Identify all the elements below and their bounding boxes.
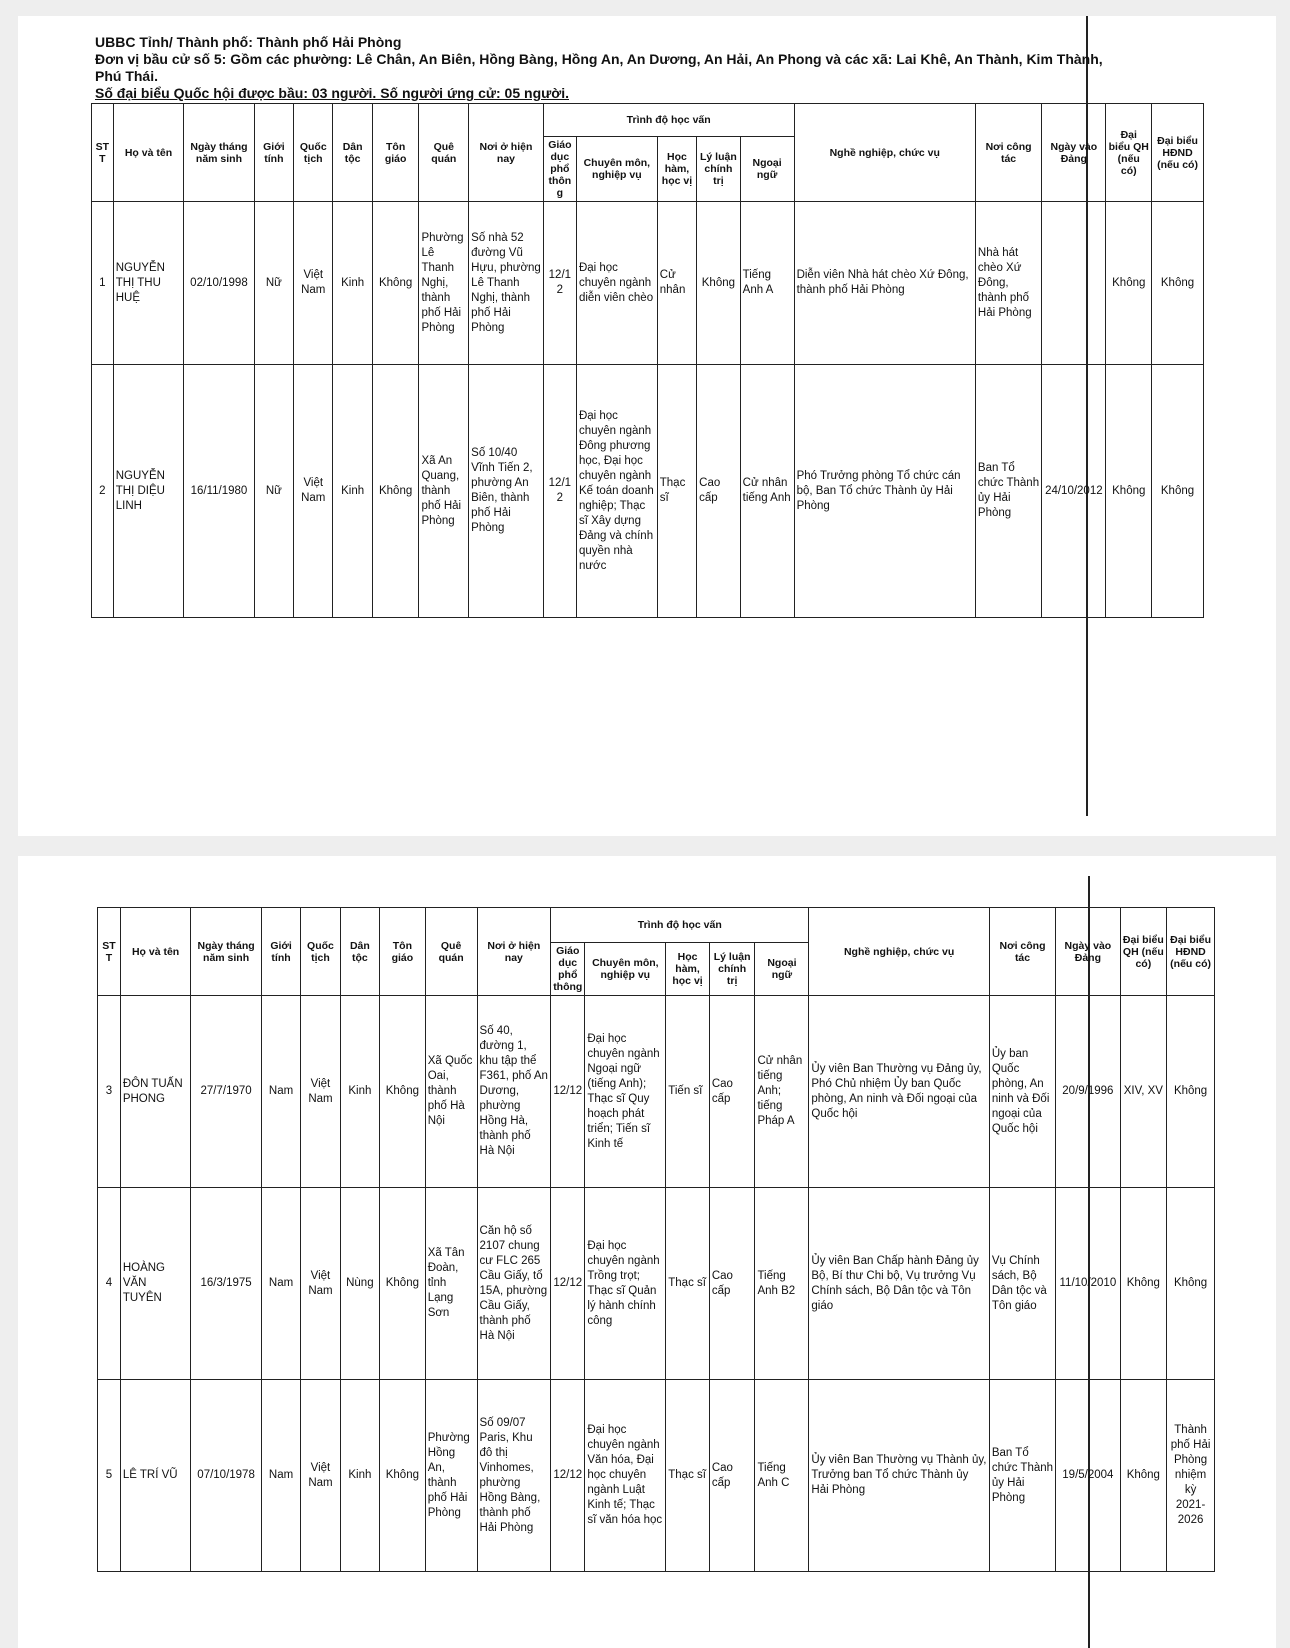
col-stt: STT: [92, 104, 114, 202]
cell-political-theory: Không: [697, 202, 741, 365]
cell-nationality: Việt Nam: [301, 996, 340, 1188]
cell-party-date: 19/5/2004: [1056, 1380, 1120, 1572]
cell-occupation: Diễn viên Nhà hát chèo Xứ Đông, thành phố Hải Phòng: [794, 202, 975, 365]
table-row: [98, 996, 1215, 1188]
cell-nationality: Việt Nam: [301, 1188, 340, 1380]
col-general-edu: Giáo dục phổ thông: [551, 943, 585, 996]
candidate-table-page-1: [91, 103, 1204, 618]
cell-ethnicity: Nùng: [340, 1188, 379, 1380]
cell-occupation: Phó Trưởng phòng Tổ chức cán bộ, Ban Tổ chức Thành ủy Hải Phòng: [794, 365, 975, 618]
cell-degree: Tiến sĩ: [666, 996, 710, 1188]
col-stt: STT: [98, 908, 121, 996]
cell-na-delegate: Không: [1120, 1188, 1167, 1380]
col-party-date: Ngày vào Đảng: [1056, 908, 1120, 996]
cell-general-edu: 12/12: [551, 1380, 585, 1572]
col-ethnicity: Dân tộc: [333, 104, 372, 202]
cell-council-delegate: Không: [1167, 1188, 1215, 1380]
cell-stt: 4: [98, 1188, 121, 1380]
cell-dob: 07/10/1978: [191, 1380, 262, 1572]
table-row: [98, 1380, 1215, 1572]
cell-specialty: Đại học chuyên ngành Văn hóa, Đại học chuyên ngành Luật Kinh tế; Thạc sĩ văn hóa học: [585, 1380, 666, 1572]
cell-na-delegate: Không: [1106, 365, 1152, 618]
cell-ethnicity: Kinh: [340, 1380, 379, 1572]
cell-foreign-lang: Tiếng Anh A: [740, 202, 794, 365]
cell-stt: 2: [92, 365, 114, 618]
col-religion: Tôn giáo: [372, 104, 419, 202]
col-dob: Ngày tháng năm sinh: [184, 104, 254, 202]
cell-na-delegate: Không: [1120, 1380, 1167, 1572]
cell-gender: Nam: [261, 1188, 300, 1380]
cell-hometown: Xã Quốc Oai, thành phố Hà Nội: [425, 996, 477, 1188]
cell-foreign-lang: Tiếng Anh C: [755, 1380, 809, 1572]
cell-na-delegate: XIV, XV: [1120, 996, 1167, 1188]
cell-council-delegate: Không: [1152, 202, 1204, 365]
cell-nationality: Việt Nam: [294, 202, 333, 365]
document-page-2: [18, 856, 1276, 1648]
cell-ethnicity: Kinh: [333, 365, 372, 618]
cell-workplace: Ủy ban Quốc phòng, An ninh và Đối ngoại của Quốc hội: [989, 996, 1055, 1188]
cell-degree: Thạc sĩ: [666, 1188, 710, 1380]
cell-political-theory: Cao cấp: [709, 1188, 755, 1380]
cell-foreign-lang: Tiếng Anh B2: [755, 1188, 809, 1380]
col-education-group: Trình độ học vấn: [551, 908, 809, 943]
col-education-group: Trình độ học vấn: [543, 104, 794, 137]
col-nationality: Quốc tịch: [294, 104, 333, 202]
cell-specialty: Đại học chuyên ngành Ngoại ngữ (tiếng Anh); Thạc sĩ Quy hoạch phát triển; Tiến sĩ Kinh tế: [585, 996, 666, 1188]
cell-workplace: Ban Tổ chức Thành ủy Hải Phòng: [989, 1380, 1055, 1572]
col-specialty: Chuyên môn, nghiệp vụ: [585, 943, 666, 996]
cell-residence: Căn hộ số 2107 chung cư FLC 265 Cầu Giấy, tổ 15A, phường Cầu Giấy, thành phố Hà Nội: [477, 1188, 551, 1380]
cell-religion: Không: [380, 996, 426, 1188]
table-header-row: [98, 908, 1215, 943]
cell-degree: Thạc sĩ: [666, 1380, 710, 1572]
header-province: UBBC Tỉnh/ Thành phố: Thành phố Hải Phòng: [95, 34, 402, 50]
cell-hometown: Phường Lê Thanh Nghị, thành phố Hải Phòng: [419, 202, 469, 365]
col-gender: Giới tính: [254, 104, 293, 202]
cell-occupation: Ủy viên Ban Chấp hành Đảng ủy Bộ, Bí thư Chi bộ, Vụ trưởng Vụ Chính sách, Bộ Dân tộc và Tôn giáo: [809, 1188, 989, 1380]
cell-name: HOÀNG VĂN TUYÊN: [120, 1188, 191, 1380]
col-name: Họ và tên: [113, 104, 183, 202]
cell-hometown: Phường Hồng An, thành phố Hải Phòng: [425, 1380, 477, 1572]
cell-party-date: 24/10/2012: [1042, 365, 1106, 618]
col-na-delegate: Đại biểu QH (nếu có): [1106, 104, 1152, 202]
cell-general-edu: 12/12: [551, 996, 585, 1188]
cell-occupation: Ủy viên Ban Thường vụ Thành ủy, Trưởng ban Tổ chức Thành ủy Hải Phòng: [809, 1380, 989, 1572]
document-header: [95, 34, 1205, 102]
cell-residence: Số 09/07 Paris, Khu đô thị Vinhomes, phường Hồng Bàng, thành phố Hải Phòng: [477, 1380, 551, 1572]
col-foreign-lang: Ngoại ngữ: [740, 137, 794, 202]
col-occupation: Nghề nghiệp, chức vụ: [809, 908, 989, 996]
cell-general-edu: 12/12: [543, 365, 576, 618]
cell-name: NGUYỄN THỊ DIỆU LINH: [113, 365, 183, 618]
cell-party-date: [1042, 202, 1106, 365]
cell-residence: Số nhà 52 đường Vũ Hựu, phường Lê Thanh Nghị, thành phố Hải Phòng: [469, 202, 544, 365]
col-general-edu: Giáo dục phổ thông: [543, 137, 576, 202]
cell-specialty: Đại học chuyên ngành diễn viên chèo: [576, 202, 657, 365]
cell-political-theory: Cao cấp: [697, 365, 741, 618]
cell-hometown: Xã Tân Đoàn, tỉnh Lạng Sơn: [425, 1188, 477, 1380]
cell-religion: Không: [380, 1380, 426, 1572]
col-party-date: Ngày vào Đảng: [1042, 104, 1106, 202]
col-residence: Nơi ở hiện nay: [469, 104, 544, 202]
col-name: Họ và tên: [120, 908, 191, 996]
col-workplace: Nơi công tác: [975, 104, 1041, 202]
col-gender: Giới tính: [261, 908, 300, 996]
col-degree: Học hàm, học vị: [666, 943, 710, 996]
cell-religion: Không: [380, 1188, 426, 1380]
cell-religion: Không: [372, 202, 419, 365]
cell-hometown: Xã An Quang, thành phố Hải Phòng: [419, 365, 469, 618]
cell-stt: 3: [98, 996, 121, 1188]
cell-workplace: Vụ Chính sách, Bộ Dân tộc và Tôn giáo: [989, 1188, 1055, 1380]
col-residence: Nơi ở hiện nay: [477, 908, 551, 996]
cell-degree: Thạc sĩ: [657, 365, 696, 618]
header-seat-count: Số đại biểu Quốc hội được bầu: 03 người. Số người ứng cử: 05 người.: [95, 85, 569, 101]
cell-foreign-lang: Cử nhân tiếng Anh; tiếng Pháp A: [755, 996, 809, 1188]
table-row: [92, 365, 1204, 618]
col-specialty: Chuyên môn, nghiệp vụ: [576, 137, 657, 202]
cell-political-theory: Cao cấp: [709, 996, 755, 1188]
cell-dob: 16/3/1975: [191, 1188, 262, 1380]
cell-dob: 02/10/1998: [184, 202, 254, 365]
col-political-theory: Lý luận chính trị: [709, 943, 755, 996]
cell-general-edu: 12/12: [543, 202, 576, 365]
candidate-table-page-2: [97, 907, 1215, 1572]
cell-gender: Nam: [261, 1380, 300, 1572]
cell-occupation: Ủy viên Ban Thường vụ Đảng ủy, Phó Chủ nhiệm Ủy ban Quốc phòng, An ninh và Đối ngoại của Quốc hội: [809, 996, 989, 1188]
cell-na-delegate: Không: [1106, 202, 1152, 365]
col-political-theory: Lý luận chính trị: [697, 137, 741, 202]
col-religion: Tôn giáo: [380, 908, 426, 996]
cell-council-delegate: Thành phố Hải Phòng nhiệm kỳ 2021-2026: [1167, 1380, 1215, 1572]
col-degree: Học hàm, học vị: [657, 137, 696, 202]
cell-specialty: Đại học chuyên ngành Đông phương học, Đại học chuyên ngành Kế toán doanh nghiệp; Thạc sĩ Xây dựng Đảng và chính quyền nhà nước: [576, 365, 657, 618]
col-foreign-lang: Ngoại ngữ: [755, 943, 809, 996]
col-hometown: Quê quán: [419, 104, 469, 202]
cell-name: NGUYỄN THỊ THU HUỆ: [113, 202, 183, 365]
header-electoral-unit-cont: Phú Thái.: [95, 68, 158, 84]
col-dob: Ngày tháng năm sinh: [191, 908, 262, 996]
cell-stt: 5: [98, 1380, 121, 1572]
table-row: [92, 202, 1204, 365]
col-council-delegate: Đại biểu HĐND (nếu có): [1167, 908, 1215, 996]
header-electoral-unit: Đơn vị bầu cử số 5: Gồm các phường: Lê Chân, An Biên, Hồng Bàng, Hồng An, An Dương, An Hải, An Phong và các xã: Lai Khê, An Thành, Kim Thành,: [95, 51, 1103, 67]
cell-specialty: Đại học chuyên ngành Trồng trọt; Thạc sĩ Quản lý hành chính công: [585, 1188, 666, 1380]
col-occupation: Nghề nghiệp, chức vụ: [794, 104, 975, 202]
col-na-delegate: Đại biểu QH (nếu có): [1120, 908, 1167, 996]
cell-residence: Số 40, đường 1, khu tập thể F361, phố An Dương, phường Hồng Hà, thành phố Hà Nội: [477, 996, 551, 1188]
table-row: [98, 1188, 1215, 1380]
cell-workplace: Ban Tổ chức Thành ủy Hải Phòng: [975, 365, 1041, 618]
document-page-1: [18, 16, 1276, 836]
cell-general-edu: 12/12: [551, 1188, 585, 1380]
cell-dob: 16/11/1980: [184, 365, 254, 618]
cell-name: LÊ TRÍ VŨ: [120, 1380, 191, 1572]
cell-gender: Nữ: [254, 202, 293, 365]
cell-party-date: 11/10/2010: [1056, 1188, 1120, 1380]
table-header-row: [92, 104, 1204, 137]
cell-political-theory: Cao cấp: [709, 1380, 755, 1572]
cell-religion: Không: [372, 365, 419, 618]
col-council-delegate: Đại biểu HĐND (nếu có): [1152, 104, 1204, 202]
cell-name: ĐÔN TUẤN PHONG: [120, 996, 191, 1188]
col-workplace: Nơi công tác: [989, 908, 1055, 996]
cell-ethnicity: Kinh: [333, 202, 372, 365]
col-nationality: Quốc tịch: [301, 908, 340, 996]
col-ethnicity: Dân tộc: [340, 908, 379, 996]
cell-residence: Số 10/40 Vĩnh Tiến 2, phường An Biên, thành phố Hải Phòng: [469, 365, 544, 618]
cell-dob: 27/7/1970: [191, 996, 262, 1188]
cell-gender: Nam: [261, 996, 300, 1188]
cell-stt: 1: [92, 202, 114, 365]
cell-council-delegate: Không: [1167, 996, 1215, 1188]
cell-workplace: Nhà hát chèo Xứ Đông, thành phố Hải Phòng: [975, 202, 1041, 365]
cell-nationality: Việt Nam: [301, 1380, 340, 1572]
cell-foreign-lang: Cử nhân tiếng Anh: [740, 365, 794, 618]
cell-degree: Cử nhân: [657, 202, 696, 365]
cell-ethnicity: Kinh: [340, 996, 379, 1188]
cell-gender: Nữ: [254, 365, 293, 618]
col-hometown: Quê quán: [425, 908, 477, 996]
cell-council-delegate: Không: [1152, 365, 1204, 618]
cell-nationality: Việt Nam: [294, 365, 333, 618]
cell-party-date: 20/9/1996: [1056, 996, 1120, 1188]
